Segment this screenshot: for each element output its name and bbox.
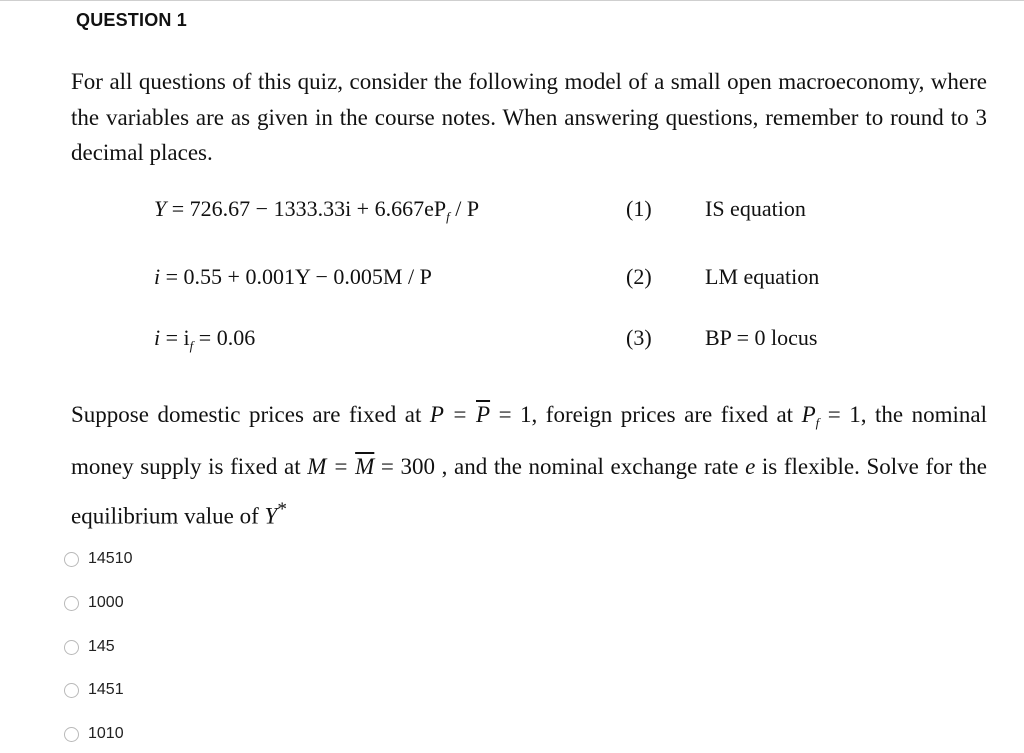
lm-equation-formula: i = 0.55 + 0.001Y − 0.005M / P xyxy=(154,264,432,289)
equation-label-3: BP = 0 locus xyxy=(705,325,818,350)
option-label[interactable]: 14510 xyxy=(88,550,133,567)
radio-button[interactable] xyxy=(64,552,79,567)
question-title: QUESTION 1 xyxy=(76,10,188,30)
equation-label-1: IS equation xyxy=(705,196,806,221)
option-label[interactable]: 1010 xyxy=(88,725,124,742)
answer-option[interactable] xyxy=(64,592,124,614)
answer-option[interactable] xyxy=(64,548,133,570)
answer-option[interactable] xyxy=(64,723,124,745)
is-equation-formula: $Y = 726.67 - 1333.33i + 6.667eP_f / P$ xyxy=(154,196,480,224)
top-divider xyxy=(0,0,1024,1)
answer-option[interactable] xyxy=(64,679,124,701)
radio-button[interactable] xyxy=(64,596,79,611)
equation-number-3: (3) xyxy=(626,325,652,350)
radio-button[interactable] xyxy=(64,727,79,742)
option-label[interactable]: 145 xyxy=(88,638,115,655)
bp-equation-formula: $i = i_f = 0.06$ xyxy=(154,325,256,353)
option-label[interactable]: 1000 xyxy=(88,594,124,611)
answer-option[interactable] xyxy=(64,636,115,658)
question-prompt: Suppose domestic prices are fixed at $P = \overline{P} = 1$, foreign prices are fixed at $P_f = 1$, the nominal money supply is fixed at $M = \overline{M} = 300$ , and the nominal exchange rate e is flexible. Solve for the equilibrium value of Y* xyxy=(71,402,987,529)
radio-button[interactable] xyxy=(64,683,79,698)
question-intro: For all questions of this quiz, consider the following model of a small open macroeconomy, where the variables are as given in the course notes. When answering questions, remember to round to 3 decimal places. xyxy=(71,69,987,165)
equation-number-1: (1) xyxy=(626,196,652,221)
equation-label-2: LM equation xyxy=(705,264,820,289)
option-label[interactable]: 1451 xyxy=(88,681,124,698)
radio-button[interactable] xyxy=(64,640,79,655)
equation-number-2: (2) xyxy=(626,264,652,289)
